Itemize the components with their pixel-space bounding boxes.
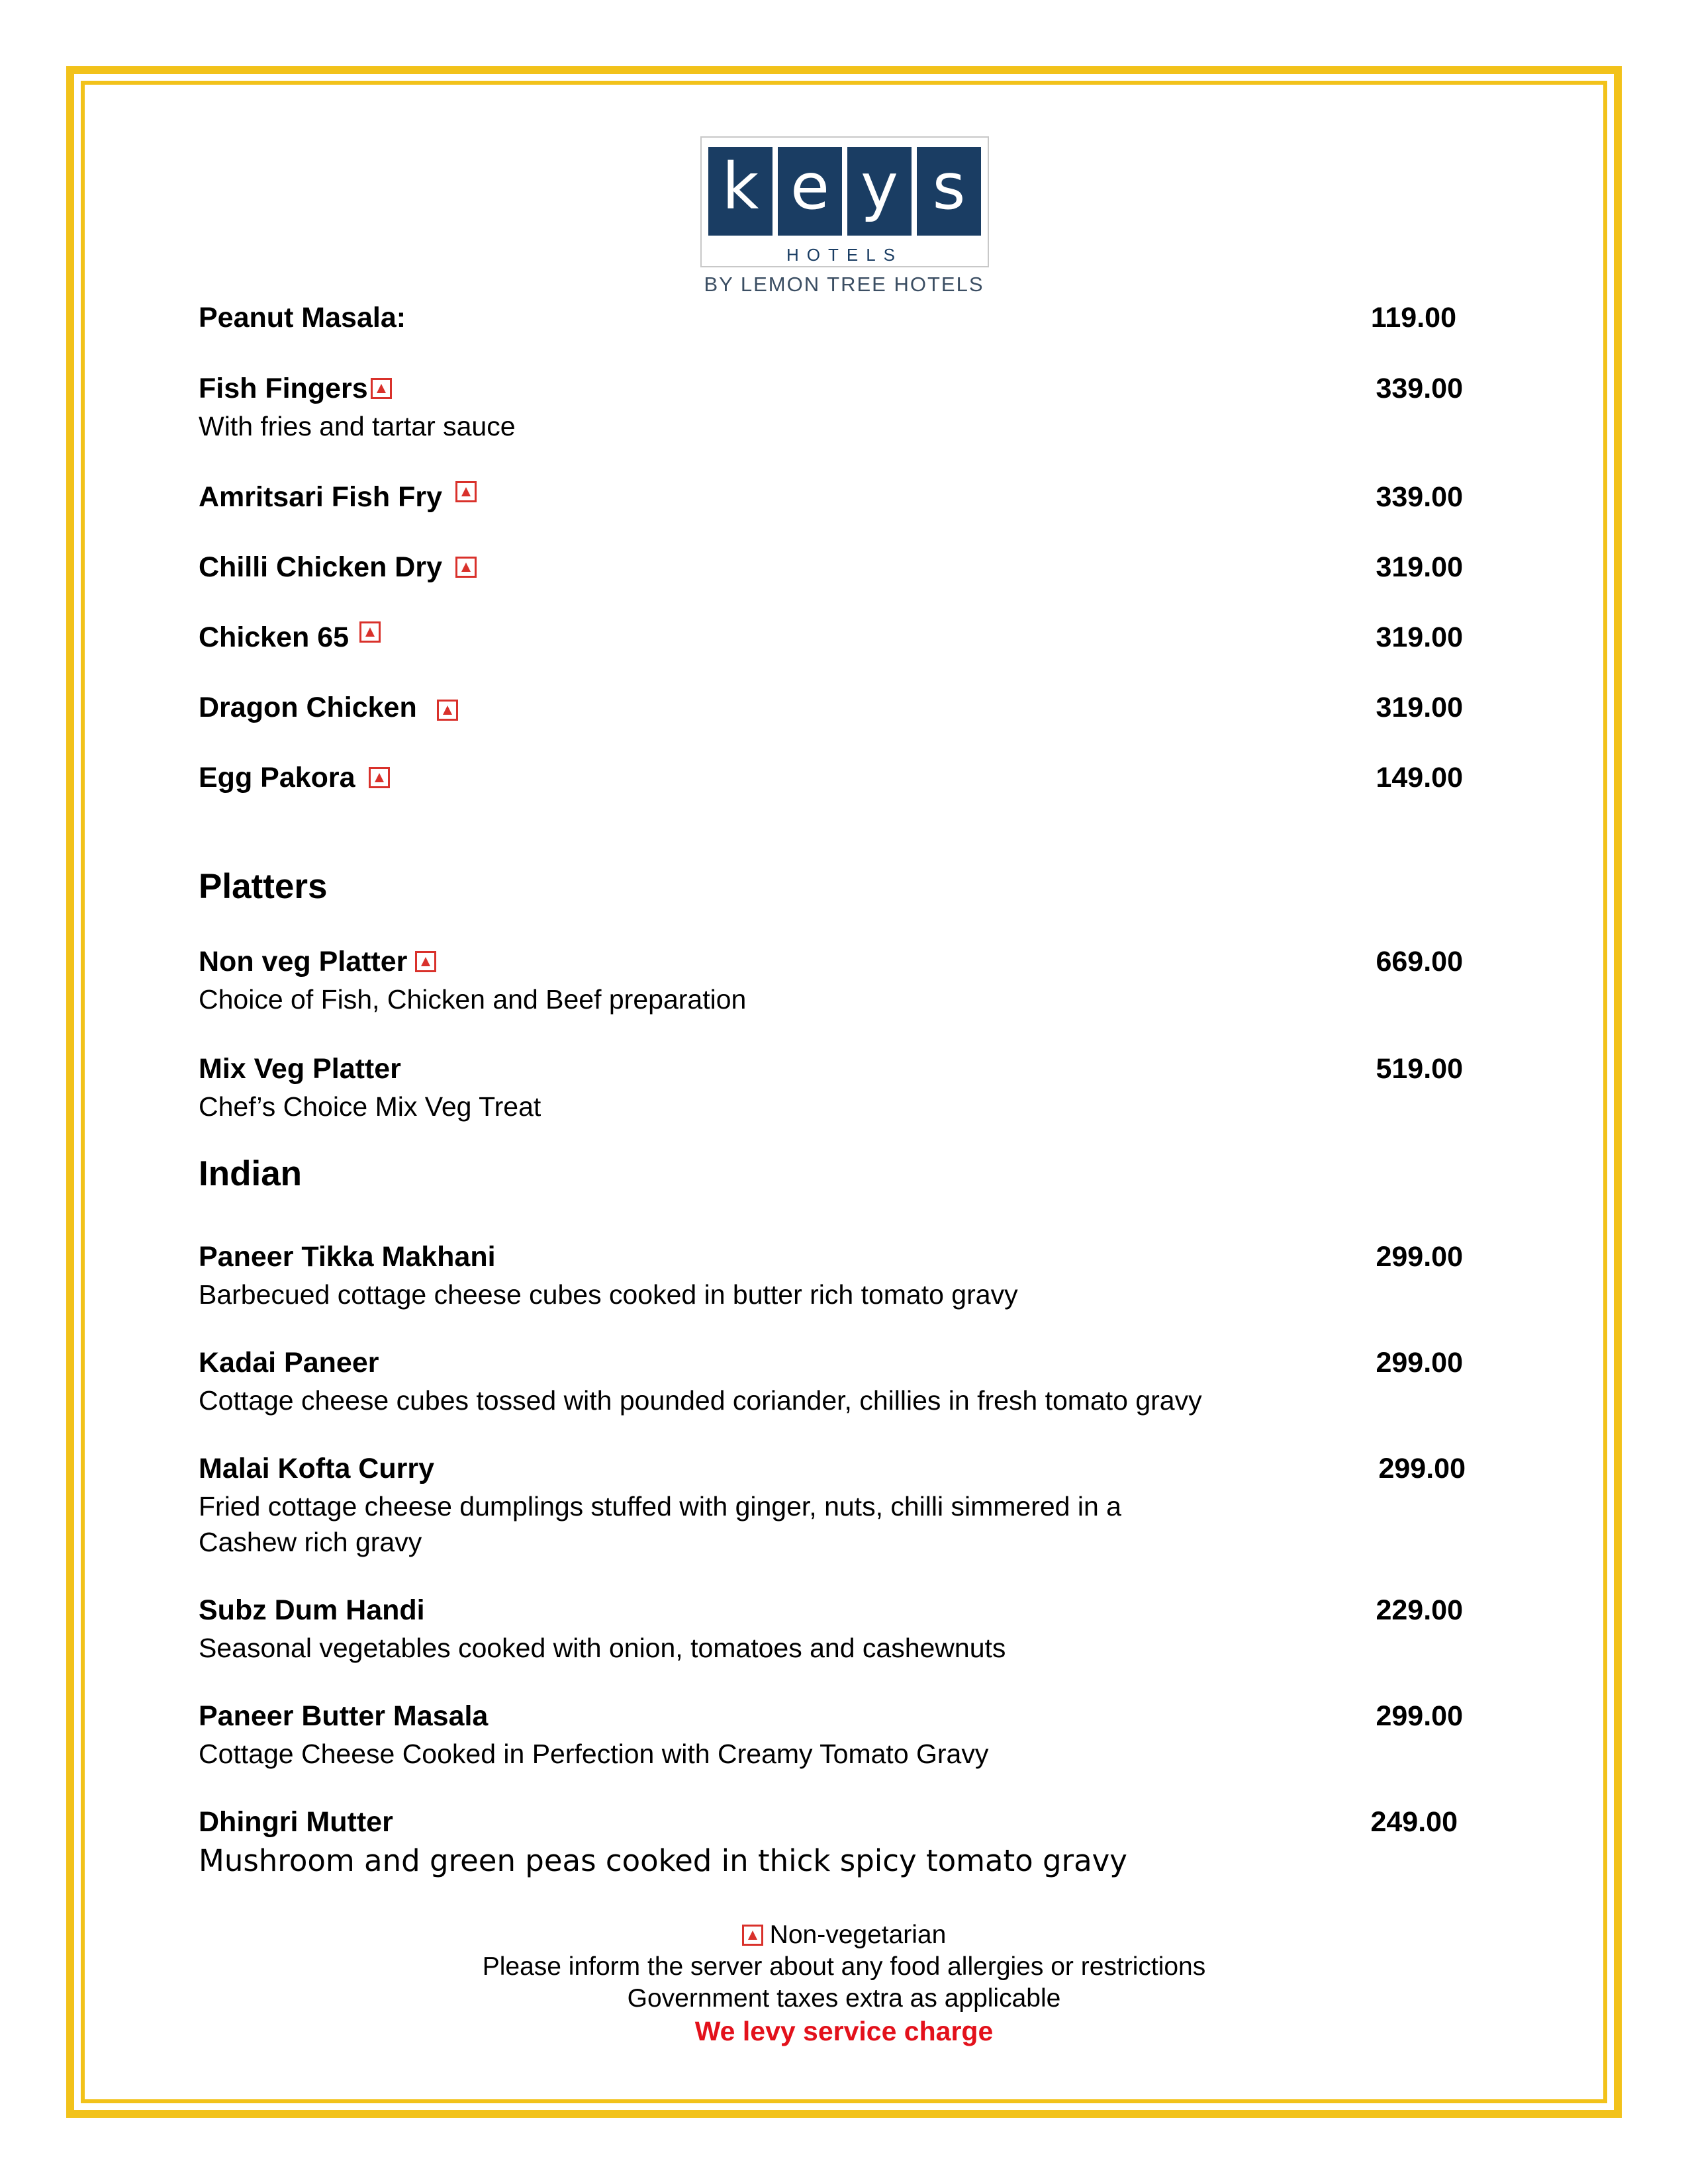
allergy-note: Please inform the server about any food allergies or restrictions: [482, 1952, 1206, 1981]
item-price: 299.00: [1378, 1453, 1466, 1484]
item-price: 319.00: [1376, 621, 1463, 653]
logo-hotels-text: HOTELS: [786, 245, 904, 265]
menu-item: [199, 688, 1463, 727]
item-description: Cottage Cheese Cooked in Perfection with Creamy Tomato Gravy: [199, 1739, 989, 1769]
item-name: Subz Dum Handi: [199, 1594, 425, 1626]
item-description-continued: Cashew rich gravy: [199, 1527, 422, 1557]
legend-line: [199, 1919, 1489, 1951]
menu-content: [199, 298, 1466, 1880]
non-veg-icon: [437, 700, 458, 721]
item-name: Paneer Tikka Makhani: [199, 1241, 496, 1273]
menu-item: [199, 1802, 1463, 1880]
tax-note: Government taxes extra as applicable: [627, 1984, 1061, 2013]
menu-footer: [199, 1919, 1489, 2048]
menu-item: [199, 1237, 1463, 1312]
item-description: Mushroom and green peas cooked in thick spicy tomato gravy: [199, 1843, 1127, 1878]
item-name: Fish Fingers: [199, 373, 368, 404]
item-price: 249.00: [1370, 1806, 1458, 1838]
non-veg-icon: [369, 767, 390, 788]
logo-tagline: BY LEMON TREE HOTELS: [704, 273, 984, 296]
keys-hotels-logo: [700, 136, 989, 267]
item-name: Kadai Paneer: [199, 1347, 379, 1379]
item-name: Dhingri Mutter: [199, 1806, 393, 1838]
menu-item: [199, 617, 1463, 657]
item-name: Paneer Butter Masala: [199, 1700, 489, 1732]
item-name: Chilli Chicken Dry: [199, 551, 442, 583]
menu-item: [199, 298, 1463, 338]
item-name: Non veg Platter: [199, 946, 408, 978]
item-price: 299.00: [1376, 1700, 1463, 1732]
item-price: 519.00: [1376, 1053, 1463, 1085]
item-price: 319.00: [1376, 551, 1463, 583]
logo-letter-e: e: [778, 147, 842, 236]
item-name: Chicken 65: [199, 621, 350, 653]
item-description: Seasonal vegetables cooked with onion, tomatoes and cashewnuts: [199, 1633, 1006, 1663]
item-name: Peanut Masala:: [199, 302, 406, 334]
non-veg-icon: [359, 621, 381, 643]
item-price: 339.00: [1376, 373, 1463, 404]
item-price: 669.00: [1376, 946, 1463, 978]
item-name: Egg Pakora: [199, 762, 355, 794]
logo-letter-s: s: [917, 147, 981, 236]
logo-letter-k: k: [708, 147, 773, 236]
item-price: 119.00: [1370, 302, 1456, 334]
non-veg-icon: [742, 1925, 763, 1946]
item-description: Chef’s Choice Mix Veg Treat: [199, 1091, 541, 1122]
item-name: Mix Veg Platter: [199, 1053, 401, 1085]
item-name: Amritsari Fish Fry: [199, 481, 442, 513]
non-veg-icon: [415, 951, 436, 972]
section-title-platters: Platters: [199, 867, 328, 906]
service-charge-note: We levy service charge: [694, 2016, 994, 2046]
item-price: 229.00: [1376, 1594, 1463, 1626]
non-veg-icon: [455, 481, 477, 502]
logo-letter-y: y: [847, 147, 912, 236]
menu-item: [199, 1343, 1463, 1418]
item-price: 319.00: [1376, 692, 1463, 723]
non-veg-icon: [455, 557, 477, 578]
item-description: Fried cottage cheese dumplings stuffed with ginger, nuts, chilli simmered in a: [199, 1491, 1121, 1522]
item-name: Dragon Chicken: [199, 692, 417, 723]
item-description: Choice of Fish, Chicken and Beef preparation: [199, 984, 747, 1015]
item-description: Barbecued cottage cheese cubes cooked in butter rich tomato gravy: [199, 1279, 1018, 1310]
menu-item: [199, 1590, 1463, 1666]
item-price: 299.00: [1376, 1347, 1463, 1379]
menu-item: [199, 1049, 1463, 1124]
item-description: With fries and tartar sauce: [199, 411, 516, 441]
menu-item: [199, 1449, 1466, 1560]
item-price: 299.00: [1376, 1241, 1463, 1273]
item-description: Cottage cheese cubes tossed with pounded coriander, chillies in fresh tomato gravy: [199, 1385, 1202, 1416]
menu-item: [199, 547, 1463, 587]
item-price: 149.00: [1376, 762, 1463, 794]
item-name: Malai Kofta Curry: [199, 1453, 435, 1484]
legend-label: Non-vegetarian: [769, 1921, 947, 1949]
menu-item: [199, 369, 1463, 444]
menu-item: [199, 477, 1463, 517]
item-price: 339.00: [1376, 481, 1463, 513]
non-veg-icon: [371, 378, 392, 399]
menu-item: [199, 758, 1463, 797]
menu-item: [199, 942, 1463, 1017]
menu-item: [199, 1696, 1463, 1772]
section-title-indian: Indian: [199, 1154, 303, 1193]
